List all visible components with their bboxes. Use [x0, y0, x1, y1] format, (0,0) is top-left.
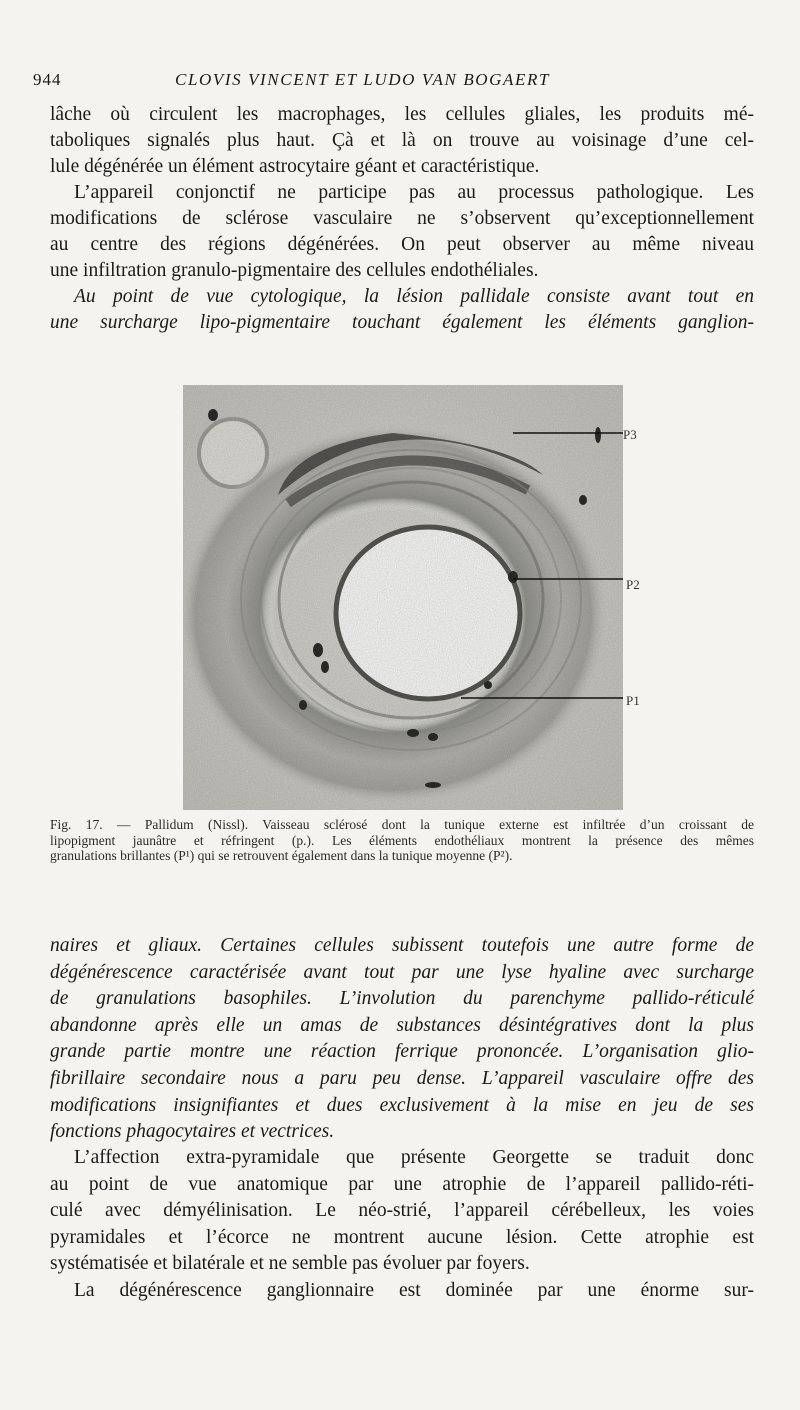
text-line: dégénérescence caractérisée avant tout par une lyse hyaline avec surcharge	[50, 961, 754, 983]
text-line: Au point de vue cytologique, la lésion pallidale consiste avant tout en	[74, 286, 754, 307]
caption-line: granulations brillantes (P¹) qui se retrouvent également dans la tunique moyenne (P²).	[50, 848, 513, 863]
text-line: au centre des régions dégénérées. On peut observer au même niveau	[50, 234, 754, 255]
running-header	[33, 70, 753, 96]
text-line: fibrillaire secondaire nous a paru peu dense. L’appareil vasculaire offre des	[50, 1067, 754, 1089]
text-line: abandonne après elle un amas de substances désintégratives dont la plus	[50, 1014, 754, 1036]
figure-micrograph	[183, 385, 640, 810]
text-line: une infiltration granulo-pigmentaire des cellules endothéliales.	[50, 260, 539, 281]
text-line: lâche où circulent les macrophages, les cellules gliales, les produits mé-	[50, 104, 754, 125]
text-line: pyramidales et l’écorce ne montrent aucune lésion. Cette atrophie est	[50, 1226, 754, 1248]
paragraph-5	[50, 1145, 754, 1305]
text-line: systématisée et bilatérale et ne semble pas évoluer par foyers.	[50, 1253, 530, 1275]
micrograph-image	[183, 385, 623, 810]
text-line: lule dégénérée un élément astrocytaire géant et caractéristique.	[50, 156, 540, 177]
figure-caption	[50, 817, 754, 864]
paragraph-3	[50, 284, 754, 336]
label-p3: P3	[623, 427, 637, 442]
text-line: de granulations basophiles. L’involution du parenchyme pallido-réticulé	[50, 988, 754, 1010]
text-line: modifications de sclérose vasculaire ne s’observent qu’exceptionnellement	[50, 208, 754, 229]
text-line: grande partie montre une réaction ferrique prononcée. L’organisation glio-	[50, 1041, 754, 1063]
text-line: L’appareil conjonctif ne participe pas au processus pathologique. Les	[74, 182, 754, 203]
caption-line: Fig. 17. — Pallidum (Nissl). Vaisseau sclérosé dont la tunique externe est infiltrée d’un croissant de	[50, 817, 754, 832]
text-line: modifications insignifiantes et dues exclusivement à la mise en jeu de ses	[50, 1094, 754, 1116]
paragraph-1	[50, 102, 754, 180]
text-line: au point de vue anatomique par une atrophie de l’appareil pallido-réti-	[50, 1173, 754, 1195]
text-line: naires et gliaux. Certaines cellules subissent toutefois une autre forme de	[50, 935, 754, 956]
text-line: La dégénérescence ganglionnaire est dominée par une énorme sur-	[74, 1279, 754, 1301]
text-line: une surcharge lipo-pigmentaire touchant également les éléments ganglion-	[50, 312, 754, 333]
paragraph-2	[50, 180, 754, 284]
label-p2: P2	[626, 577, 640, 592]
label-p1: P1	[626, 693, 640, 708]
page-number: 944	[33, 70, 62, 89]
text-line: fonctions phagocytaires et vectrices.	[50, 1121, 335, 1143]
text-line: L’affection extra-pyramidale que présente Georgette se traduit donc	[74, 1147, 754, 1168]
text-line: taboliques signalés plus haut. Çà et là on trouve au voisinage d’une cel-	[50, 130, 754, 151]
running-title: CLOVIS VINCENT ET LUDO VAN BOGAERT	[175, 70, 551, 89]
text-line: culé avec démyélinisation. Le néo-strié, l’appareil cérébelleux, les voies	[50, 1200, 754, 1222]
paragraph-4	[50, 933, 754, 1146]
caption-line: lipopigment jaunâtre et réfringent (p.). Les éléments endothéliaux montrent la présence des mêmes	[50, 832, 754, 848]
